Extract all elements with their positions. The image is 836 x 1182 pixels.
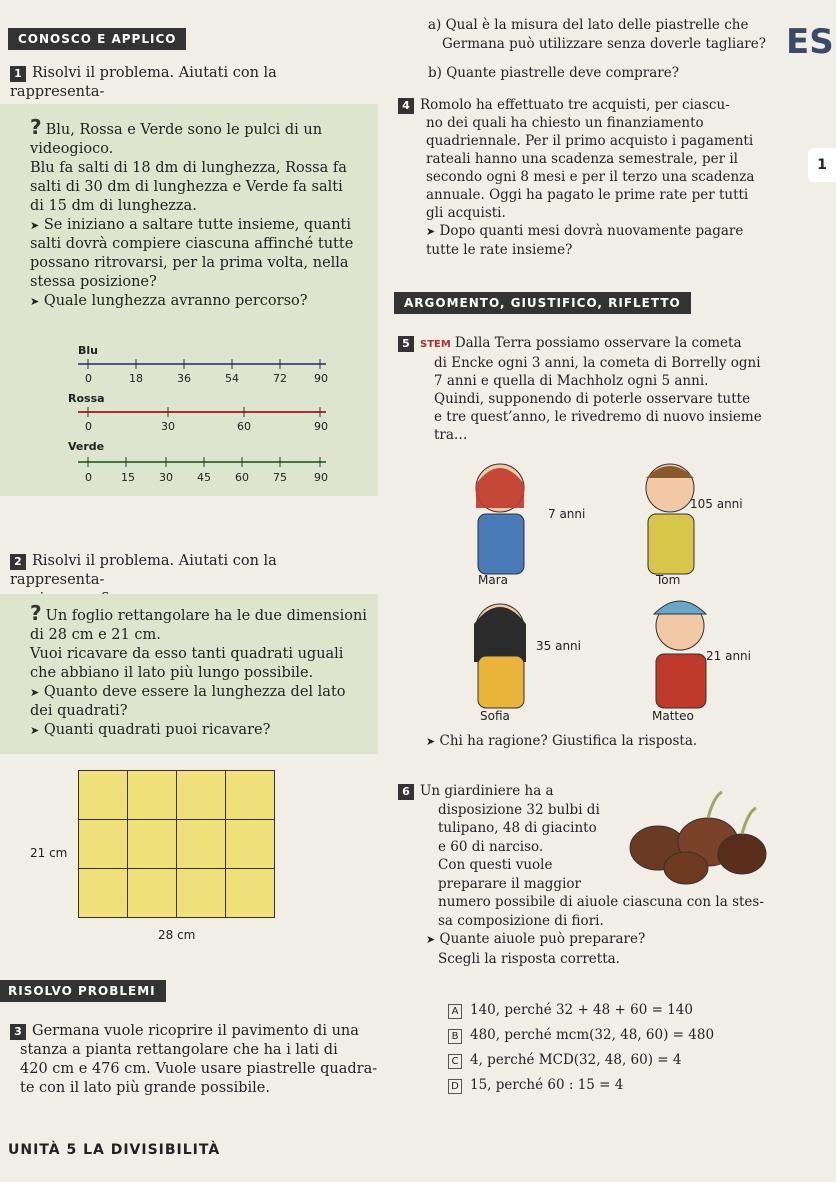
speech-mara: 7 anni [548,507,586,521]
argomento-banner: ARGOMENTO, GIUSTIFICO, RIFLETTO [394,292,691,314]
exercise-2-text: ? Un foglio rettangolare ha le due dimensioni di 28 cm e 21 cm. Vuoi ricavare da esso tanti quadrati uguali che abbiano il lato più lungo possibile. ➤ Quanto deve essere la lunghezza del lato dei quadrati? ➤ Quanti quadrati puoi ricavare? [30,601,367,738]
exercise-6-options [448,998,788,1098]
exercise-4-text: 4 Romolo ha effettuato tre acquisti, per ciascu- no dei quali ha chiesto un finanziamento quadriennale. Per il primo acquisto i pagamenti rateali hanno una scadenza semestrale, per il secondo ogni 8 mesi e per il terzo una scadenza annuale. Oggi ha pagato le prime rate per tutti gli acquisti. ➤ Dopo quanti mesi dovrà nuovamente pagare tutte le rate insieme? [398,96,778,259]
grid-square [176,770,226,820]
speech-matteo: 21 anni [706,649,751,663]
exercise-3-text: 3 Germana vuole ricoprire il pavimento di una stanza a pianta rettangolare che ha i lati di 420 cm e 476 cm. Vuole usare piastrelle quadra- te con il lato più grande possibile. [10,1022,390,1098]
section-banner: CONOSCO E APPLICO [8,28,186,50]
number-lines [58,338,348,488]
option-c[interactable]: C 4, perché MCD(32, 48, 60) = 4 [448,1048,788,1073]
name-matteo: Matteo [652,709,694,723]
svg-text:0: 0 [85,372,92,385]
grid-square [176,868,226,918]
ticks-rossa [85,407,328,433]
page-corner-label: ES [786,22,834,62]
grid-square [78,819,128,869]
name-mara: Mara [478,573,508,587]
svg-text:90: 90 [314,372,328,385]
svg-text:36: 36 [177,372,191,385]
line-label-rossa: Rossa [68,392,105,405]
svg-text:30: 30 [159,471,173,484]
name-sofia: Sofia [480,709,510,723]
svg-text:45: 45 [197,471,211,484]
grid-square [127,770,177,820]
stem-tag: STEM [420,339,451,350]
svg-text:60: 60 [235,471,249,484]
grid-square [78,770,128,820]
question-icon: ? [30,115,42,139]
footer-unit: UNITÀ 5 LA DIVISIBILITÀ [8,1142,221,1158]
grid-square [127,819,177,869]
grid-square [127,868,177,918]
svg-text:0: 0 [85,471,92,484]
exercise-number: 6 [398,784,414,800]
exercise-number: 1 [10,66,26,82]
svg-text:15: 15 [121,471,135,484]
exercise-number: 3 [10,1024,26,1040]
line-label-blu: Blu [78,344,98,357]
grid-square [225,868,275,918]
exercise-2-intro: 2 Risolvi il problema. Aiutati con la rappresenta- [10,553,277,588]
grid-width-label: 28 cm [158,928,196,942]
character-matteo [654,601,706,708]
grid-square [225,819,275,869]
side-tab[interactable]: 1 [808,148,836,182]
character-sofia [474,604,526,708]
question-icon: ? [30,601,42,625]
speech-tom: 105 anni [690,497,743,511]
svg-text:72: 72 [273,372,287,385]
exercise-1-text: ? Blu, Rossa e Verde sono le pulci di un videogioco. Blu fa salti di 18 dm di lunghezza, Rossa fa salti di 30 dm di lunghezza e Verde fa salti di 15 dm di lunghezza. ➤ Se iniziano a saltare tutte insieme, quanti salti dovrà compiere ciascuna affinché tutte possano ritrovarsi, per la prima volta, nella stessa posizione? ➤ Quale lunghezza avranno percorso? [30,115,354,309]
character-tom [646,464,694,574]
exercise-3-questions: a) Qual è la misura del lato delle piastrelle che Germana può utilizzare senza doverle tagliare? b) Quante piastrelle deve comprare? [428,17,766,81]
bulbs-illustration [622,790,772,886]
character-mara [476,464,524,574]
name-tom: Tom [656,573,681,587]
exercise-5-question: ➤ Chi ha ragione? Giustifica la risposta. [426,733,698,749]
svg-text:60: 60 [237,420,251,433]
exercise-5-text: 5 STEM Dalla Terra possiamo osservare la cometa di Encke ogni 3 anni, la cometa di Borrelly ogni 7 anni e quella di Machholz ogni 5 anni. Quindi, supponendo di poterle osservare tutte e tre quest’anno, le rivedremo di nuovo insieme tra… [398,334,770,444]
svg-text:75: 75 [273,471,287,484]
exercise-number: 2 [10,554,26,570]
exercise-6-text: 6 Un giardiniere ha a disposizione 32 bulbi di tulipano, 48 di giacinto e 60 di narciso. Con questi vuole preparare il maggior numero possibile di aiuole ciascuna con la stes- sa composizione di fiori. ➤ Quante aiuole può preparare? Scegli la risposta corretta. [398,782,778,968]
grid-square [225,770,275,820]
exercise-1-intro: 1 Risolvi il problema. Aiutati con la rappresenta- [10,65,277,100]
svg-text:0: 0 [85,420,92,433]
svg-text:90: 90 [314,420,328,433]
option-a[interactable]: A 140, perché 32 + 48 + 60 = 140 [448,998,788,1023]
line-label-verde: Verde [68,440,105,453]
risolvo-banner: RISOLVO PROBLEMI [0,980,166,1002]
option-b[interactable]: B 480, perché mcm(32, 48, 60) = 480 [448,1023,788,1048]
ticks-blu [85,359,328,385]
option-d[interactable]: D 15, perché 60 : 15 = 4 [448,1073,788,1098]
characters-illustration [440,448,780,730]
square-grid [78,770,274,917]
exercise-number: 4 [398,98,414,114]
grid-height-label: 21 cm [30,846,68,860]
grid-square [78,868,128,918]
speech-sofia: 35 anni [536,639,581,653]
svg-text:54: 54 [225,372,239,385]
exercise-number: 5 [398,336,414,352]
grid-square [176,819,226,869]
svg-text:90: 90 [314,471,328,484]
svg-text:30: 30 [161,420,175,433]
svg-text:18: 18 [129,372,143,385]
